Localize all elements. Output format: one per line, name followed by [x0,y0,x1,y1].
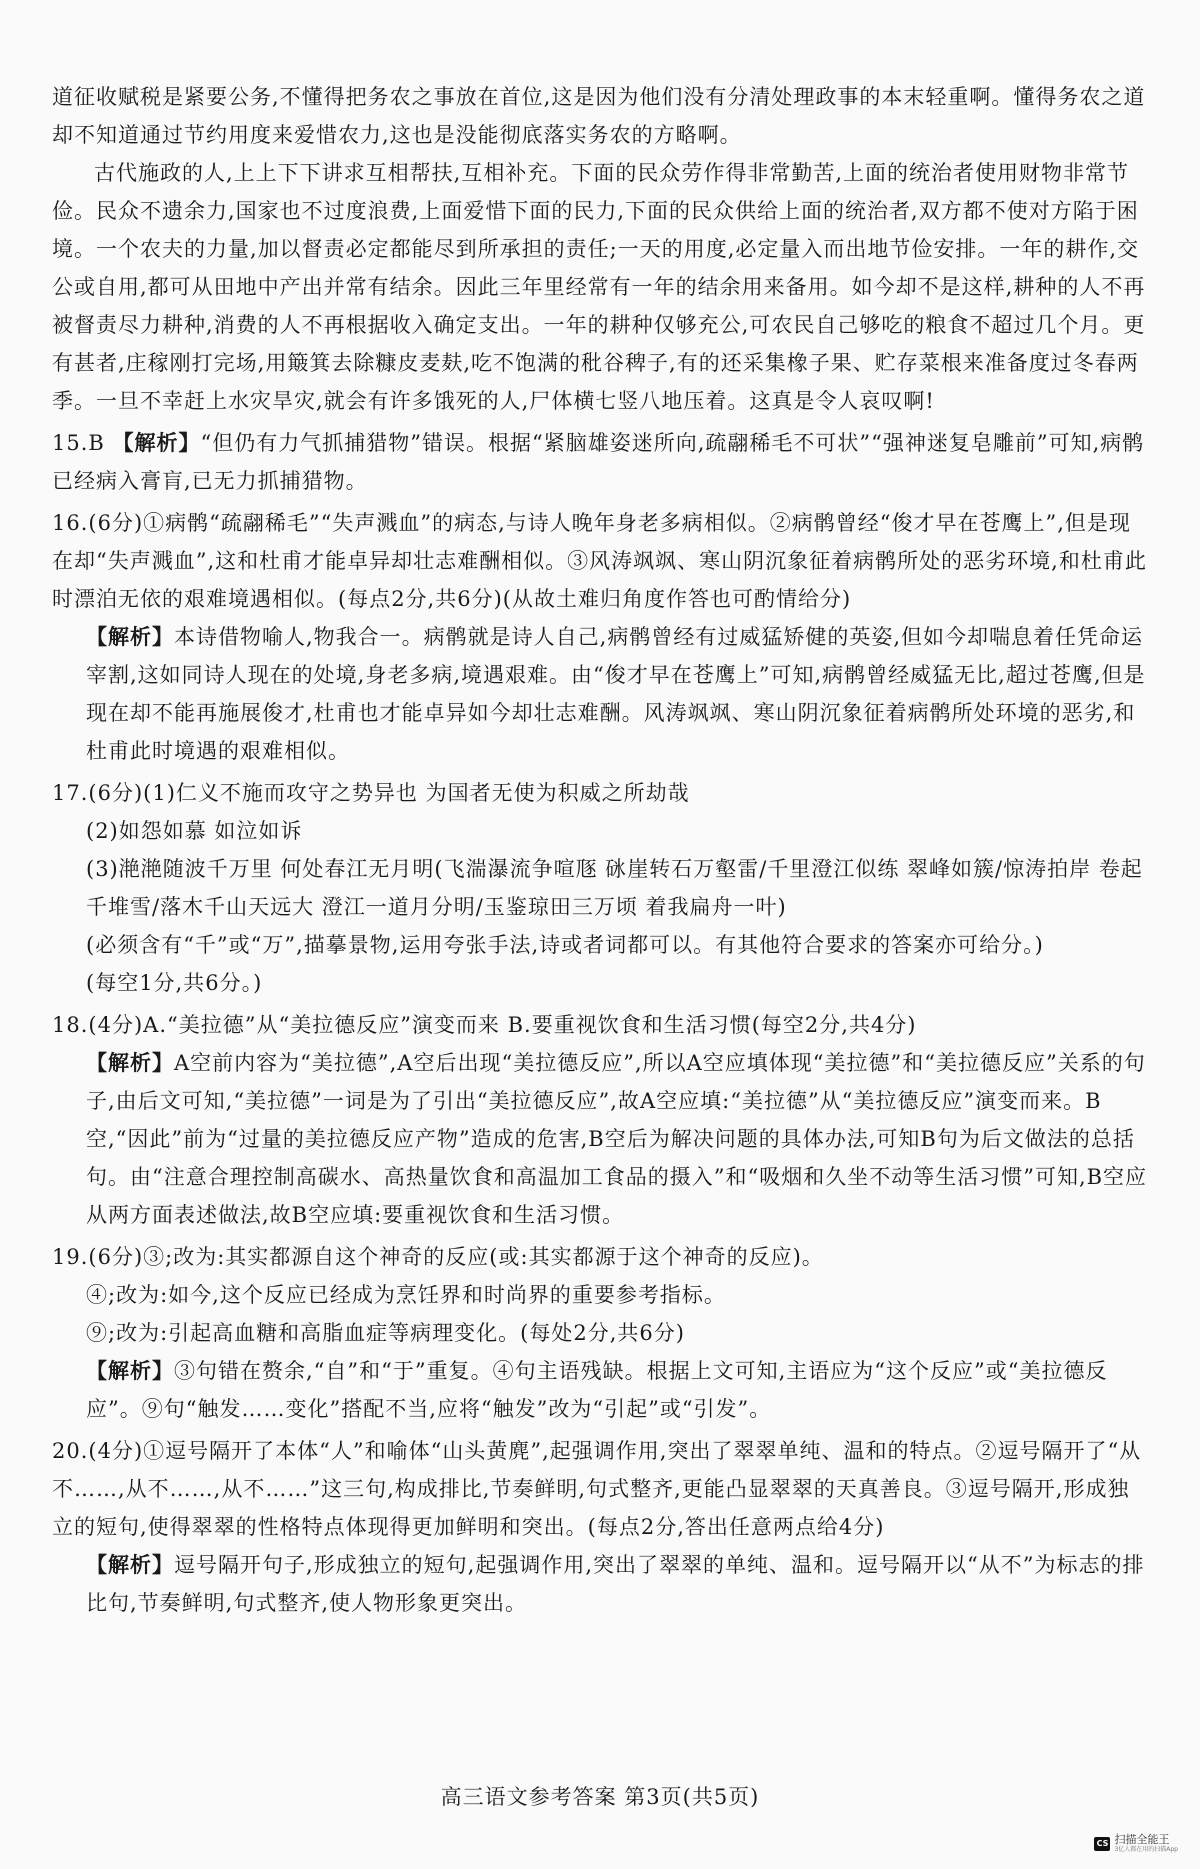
analysis-tag: 【解析】 [86,1050,174,1075]
question-20 [52,1432,1150,1622]
answer-line-2: (2)如怨如慕 如泣如诉 [86,819,303,843]
analysis-tag: 【解析】 [86,1552,174,1577]
answer-text: (4分)①逗号隔开了本体“人”和喻体“山头黄麂”,起强调作用,突出了翠翠单纯、温和的特点。②逗号隔开了“从不……,从不……,从不……”这三句,构成排比,节奏鲜明,句式整齐,更能凸显翠翠的天真善良。③逗号隔开,形成独立的短句,使得翠翠的性格特点体现得更加鲜明和突出。(每点2分,答出任意两点给4分) [52,1439,1142,1539]
translation-paragraph-1: 道征收赋税是紧要公务,不懂得把务农之事放在首位,这是因为他们没有分清处理政事的本末轻重啊。懂得务农之道却不知道通过节约用度来爱惜农力,这也是没能彻底落实务农的方略啊。 [52,85,1146,147]
page-footer: 高三语文参考答案 第3页(共5页) [440,1785,760,1809]
answer-line-1: (6分)(1)仁义不施而攻守之势异也 为国者无使为积威之所劫哉 [88,781,690,805]
answer-content [52,78,1150,1622]
analysis-tag: 【解析】 [86,624,174,649]
scanner-watermark [1094,1834,1178,1854]
answer-line-3: (3)滟滟随波千万里 何处春江无月明(飞湍瀑流争喧豗 砯崖转石万壑雷/千里澄江似练 翠峰如簇/惊涛拍岸 卷起千堆雪/落木千山天远大 澄江一道月分明/玉鉴琼田三万顷 着我扁舟一叶) [86,857,1143,919]
analysis-tag: 【解析】 [86,1358,174,1383]
analysis-text: A空前内容为“美拉德”,A空后出现“美拉德反应”,所以A空应填体现“美拉德”和“美拉德反应”关系的句子,由后文可知,“美拉德”一词是为了引出“美拉德反应”,故A空应填:“美拉德”从“美拉德反应”演变而来。B空,“因此”前为“过量的美拉德反应产物”造成的危害,B空后为解决问题的具体办法,可知B句为后文做法的总括句。由“注意合理控制高碳水、高热量饮食和高温加工食品的摄入”和“吸烟和久坐不动等生活习惯”可知,B空应从两方面表述做法,故B空应填:要重视饮食和生活习惯。 [86,1051,1148,1227]
answer-text: (4分)A.“美拉德”从“美拉德反应”演变而来 B.要重视饮食和生活习惯(每空2分,共4分) [88,1013,917,1037]
answer-line-3: ⑨;改为:引起高血糖和高脂血症等病理变化。(每处2分,共6分) [86,1321,685,1345]
question-number: 18. [52,1013,89,1037]
analysis-text: “但仍有力气抓捕猎物”错误。根据“紧脑雄姿迷所向,疏翮稀毛不可状”“强神迷复皂雕前”可知,病鹘已经病入膏肓,已无力抓捕猎物。 [52,431,1145,493]
answer-line-2: ④;改为:如今,这个反应已经成为烹饪界和时尚界的重要参考指标。 [86,1283,726,1307]
answer-line-5: (每空1分,共6分。) [86,971,263,995]
question-number: 19. [52,1245,89,1269]
analysis-text: ③句错在赘余,“自”和“于”重复。④句主语残缺。根据上文可知,主语应为“这个反应”或“美拉德反应”。⑨句“触发……变化”搭配不当,应将“触发”改为“引起”或“引发”。 [86,1359,1108,1421]
translation-paragraph-2: 古代施政的人,上上下下讲求互相帮扶,互相补充。下面的民众劳作得非常勤苦,上面的统治者使用财物非常节俭。民众不遗余力,国家也不过度浪费,上面爱惜下面的民力,下面的民众供给上面的统治者,双方都不使对方陷于困境。一个农夫的力量,加以督责必定都能尽到所承担的责任;一天的用度,必定量入而出地节俭安排。一年的耕作,交公或自用,都可从田地中产出并常有结余。因此三年里经常有一年的结余用来备用。如今却不是这样,耕种的人不再被督责尽力耕种,消费的人不再根据收入确定支出。一年的耕种仅够充公,可农民自己够吃的粮食不超过几个月。更有甚者,庄稼刚打完场,用簸箕去除糠皮麦麸,吃不饱满的秕谷稗子,有的还采集橡子果、贮存菜根来准备度过冬春两季。一旦不幸赶上水灾旱灾,就会有许多饿死的人,尸体横七竖八地压着。这真是令人哀叹啊! [52,161,1146,413]
scanner-subtitle: 3亿人都在用的扫描App [1114,1846,1178,1853]
question-17 [52,774,1150,1002]
answer-line-1: (6分)③;改为:其实都源自这个神奇的反应(或:其实都源于这个神奇的反应)。 [88,1245,824,1269]
scanner-logo-icon: CS [1094,1837,1110,1851]
question-15 [52,424,1150,500]
question-number: 16. [52,511,89,535]
question-number: 20. [52,1439,89,1463]
scanner-title: 扫描全能王 [1114,1833,1170,1846]
question-number: 17. [52,781,89,805]
answer-text: (6分)①病鹘“疏翮稀毛”“失声溅血”的病态,与诗人晚年身老多病相似。②病鹘曾经“俊才早在苍鹰上”,但是现在却“失声溅血”,这和杜甫才能卓异却壮志难酬相似。③风涛飒飒、寒山阴沉象征着病鹘所处的恶劣环境,和杜甫此时漂泊无依的艰难境遇相似。(每点2分,共6分)(从故土难归角度作答也可酌情给分) [52,511,1147,611]
analysis-text: 本诗借物喻人,物我合一。病鹘就是诗人自己,病鹘曾经有过威猛矫健的英姿,但如今却喘息着任凭命运宰割,这如同诗人现在的处境,身老多病,境遇艰难。由“俊才早在苍鹰上”可知,病鹘曾经威猛无比,超过苍鹰,但是现在却不能再施展俊才,杜甫也才能卓异如今却壮志难酬。风涛飒飒、寒山阴沉象征着病鹘所处环境的恶劣,和杜甫此时境遇的艰难相似。 [86,625,1146,763]
question-number: 15.B [52,431,105,455]
question-16 [52,504,1150,770]
analysis-tag: 【解析】 [112,430,201,455]
answer-line-4: (必须含有“千”或“万”,描摹景物,运用夸张手法,诗或者词都可以。有其他符合要求的答案亦可给分。) [86,933,1044,957]
question-19 [52,1238,1150,1428]
analysis-text: 逗号隔开句子,形成独立的短句,起强调作用,突出了翠翠的单纯、温和。逗号隔开以“从不”为标志的排比句,节奏鲜明,句式整齐,使人物形象更突出。 [86,1553,1145,1615]
question-18 [52,1006,1150,1234]
